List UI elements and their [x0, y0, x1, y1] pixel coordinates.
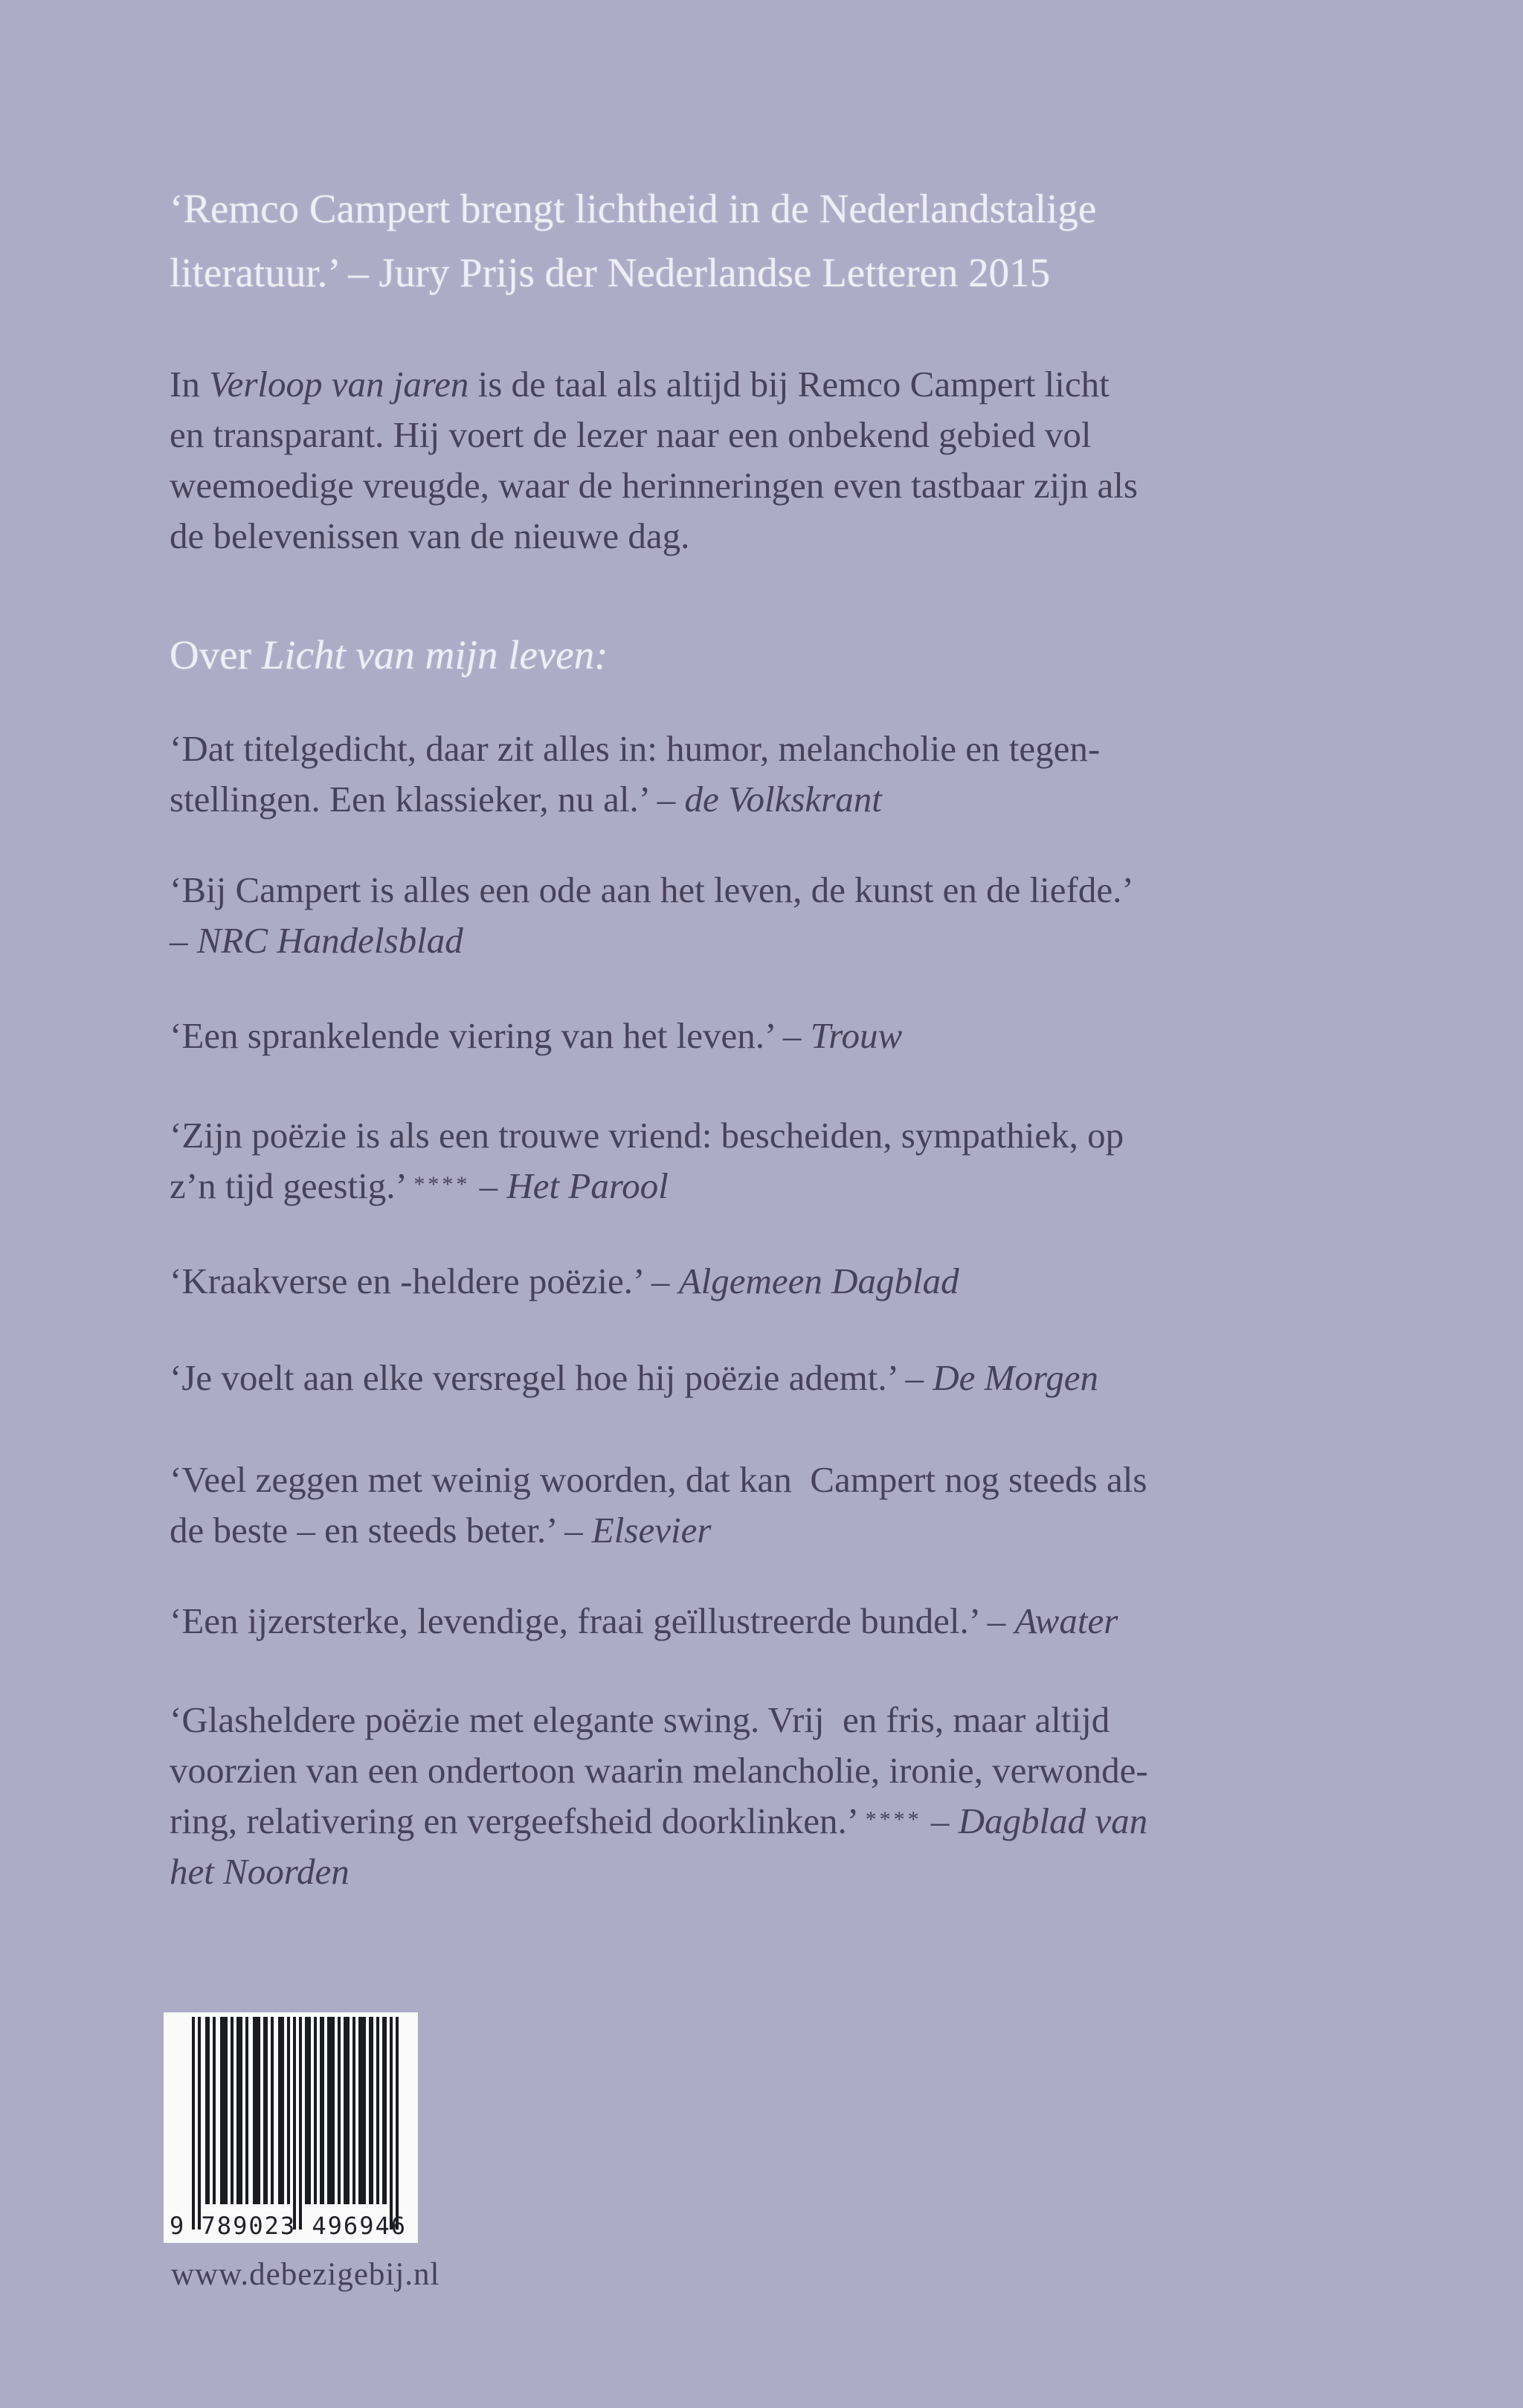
text-line: [170, 511, 1419, 561]
synopsis-text: In: [170, 364, 210, 405]
press-quote: [170, 1695, 1419, 1897]
source-name: Elsevier: [591, 1510, 712, 1551]
source-name: de Volkskrant: [684, 779, 882, 820]
synopsis-text: is de taal als altijd bij Remco Campert licht: [469, 364, 1110, 405]
text-line: [170, 1796, 1419, 1847]
quote-text: stellingen. Een klassieker, nu al.’ –: [170, 779, 685, 820]
quote-text: –: [170, 920, 197, 961]
text-line: [170, 1745, 1419, 1796]
source-name: Het Parool: [506, 1165, 669, 1206]
press-quote: [170, 1596, 1419, 1646]
text-line: [170, 724, 1419, 774]
text-line: [170, 1695, 1419, 1745]
text-line: [170, 460, 1419, 511]
source-name: Awater: [1014, 1600, 1118, 1641]
quote-text: ‘Veel zeggen met weinig woorden, dat kan Campert nog steeds als: [170, 1459, 1147, 1500]
text-line: [170, 1596, 1419, 1646]
jury-quote: [170, 177, 1419, 305]
quote-text: ‘Een ijzersterke, levendige, fraai geïllustreerde bundel.’ –: [170, 1600, 1015, 1641]
press-quote: [170, 1011, 1419, 1061]
synopsis: [170, 359, 1419, 561]
synopsis-text: weemoedige vreugde, waar de herinneringen even tastbaar zijn als: [170, 465, 1138, 506]
source-name: het Noorden: [170, 1851, 350, 1892]
text-line: [170, 1161, 1419, 1211]
text-line: [170, 1353, 1419, 1403]
text-line: [170, 774, 1419, 825]
quote-text: ring, relativering en vergeefsheid doorklinken.’: [170, 1800, 866, 1841]
text-line: [170, 410, 1419, 460]
source-name: NRC Handelsblad: [196, 920, 463, 961]
barcode: [164, 2012, 418, 2243]
rating-stars: ****: [413, 1172, 471, 1197]
press-quote: [170, 1455, 1419, 1556]
quote-text: de beste – en steeds beter.’ –: [170, 1510, 592, 1551]
quote-text: literatuur.’ – Jury Prijs der Nederlandse Letteren 2015: [170, 250, 1051, 295]
quote-text: ‘Je voelt aan elke versregel hoe hij poëzie ademt.’ –: [170, 1357, 933, 1398]
source-name: Dagblad van: [958, 1800, 1148, 1841]
quote-text: voorzien van een ondertoon waarin melancholie, ironie, verwonde-: [170, 1750, 1148, 1791]
press-quote: [170, 1110, 1419, 1211]
book-title: Licht van mijn leven:: [261, 632, 608, 677]
quote-text: ‘Glasheldere poëzie met elegante swing. Vrij en fris, maar altijd: [170, 1699, 1110, 1740]
text-line: [170, 1256, 1419, 1307]
quote-text: ‘Remco Campert brengt lichtheid in de Nederlandstalige: [170, 186, 1097, 231]
quote-text: –: [921, 1800, 959, 1841]
source-name: De Morgen: [933, 1357, 1098, 1398]
text-line: [170, 1847, 1419, 1897]
rating-stars: ****: [865, 1807, 922, 1832]
heading-text: Over: [170, 632, 262, 677]
text-line: [170, 359, 1419, 410]
section-heading: [170, 623, 1419, 687]
press-quote: [170, 1256, 1419, 1307]
publisher-url: www.debezigebij.nl: [171, 2257, 440, 2292]
press-quote: [170, 724, 1419, 825]
quote-text: ‘Dat titelgedicht, daar zit alles in: humor, melancholie en tegen-: [170, 728, 1101, 769]
text-line: [170, 865, 1419, 915]
barcode-number: 9 789023 496946: [170, 2212, 407, 2240]
text-line: [170, 177, 1419, 241]
barcode-bars-icon: [164, 2012, 418, 2243]
source-name: Trouw: [810, 1015, 903, 1056]
text-line: [170, 241, 1419, 305]
press-quote: [170, 865, 1419, 966]
quote-text: ‘Bij Campert is alles een ode aan het leven, de kunst en de liefde.’: [170, 869, 1134, 910]
quote-text: ‘Zijn poëzie is als een trouwe vriend: bescheiden, sympathiek, op: [170, 1115, 1124, 1156]
text-line: [170, 623, 1419, 687]
source-name: Algemeen Dagblad: [678, 1261, 959, 1301]
text-line: [170, 915, 1419, 966]
quote-text: z’n tijd geestig.’: [170, 1165, 414, 1206]
text-line: [170, 1505, 1419, 1556]
quote-text: ‘Kraakverse en -heldere poëzie.’ –: [170, 1261, 679, 1301]
text-line: [170, 1011, 1419, 1061]
press-quote: [170, 1353, 1419, 1403]
book-title: Verloop van jaren: [209, 364, 469, 405]
synopsis-text: de belevenissen van de nieuwe dag.: [170, 515, 690, 556]
quote-text: –: [470, 1165, 507, 1206]
text-line: [170, 1110, 1419, 1161]
text-line: [170, 1455, 1419, 1505]
quote-text: ‘Een sprankelende viering van het leven.’ –: [170, 1015, 811, 1056]
synopsis-text: en transparant. Hij voert de lezer naar een onbekend gebied vol: [170, 414, 1092, 455]
